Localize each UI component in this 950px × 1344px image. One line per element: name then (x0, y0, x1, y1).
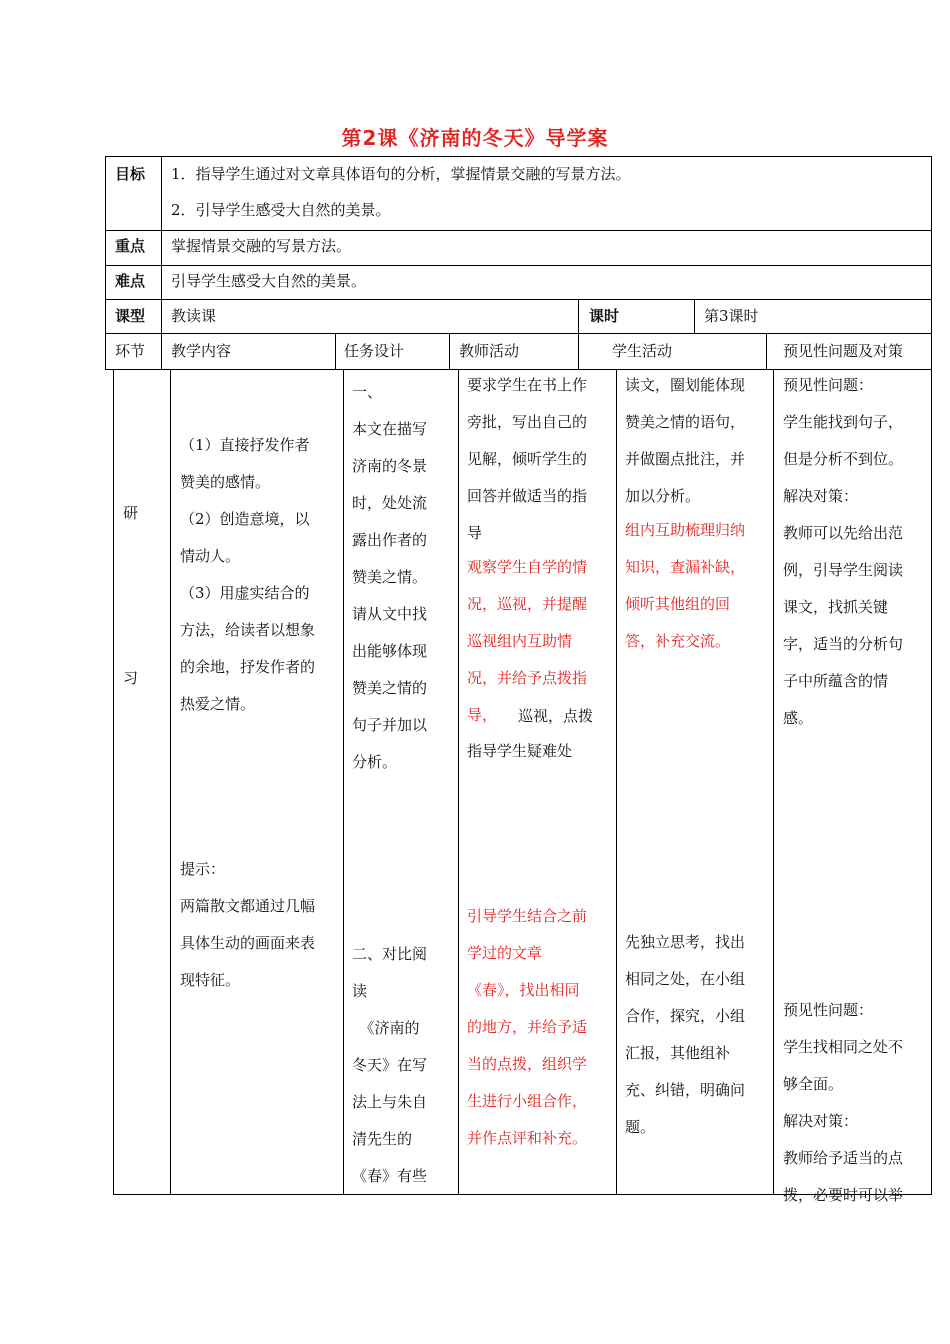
rule (931, 156, 932, 369)
column-header-stage: 环节 (115, 342, 146, 360)
difficulty-text: 引导学生感受大自然的美景。 (171, 272, 367, 290)
rule (161, 156, 162, 369)
goal-label: 目标 (115, 165, 146, 183)
rule (578, 299, 579, 369)
column-header-task: 任务设计 (344, 342, 405, 360)
content-tip: 提示： 两篇散文都通过几幅 具体生动的画面来表 现特征。 (180, 860, 316, 989)
rule (616, 369, 617, 1195)
rule (105, 265, 931, 266)
period-text: 第3课时 (704, 307, 759, 325)
stage-char-2: 习 (123, 669, 139, 687)
rule (105, 230, 931, 231)
rule (105, 156, 931, 157)
teacher-activity-1-highlight: 观察学生自学的情 况，巡视，并提醒 巡视组内互助情 况，并给予点拨指 导， (467, 558, 588, 724)
teacher-activity-1-tail: 巡视，点拨 (503, 707, 594, 725)
column-header-student: 学生活动 (612, 342, 673, 360)
task-part-1: 一、 本文在描写 济南的冬景 时，处处流 露出作者的 赞美之情。 请从文中找 出能够体现 赞美之情的 句子并加以 分析。 (352, 383, 428, 771)
goal-item-1: 1．指导学生通过对文章具体语句的分析，掌握情景交融的写景方法。 (171, 165, 631, 183)
column-header-forecast: 预见性问题及对策 (783, 342, 904, 360)
key-point-text: 掌握情景交融的写景方法。 (171, 237, 352, 255)
difficulty-label: 难点 (115, 272, 146, 290)
rule (458, 369, 459, 1195)
rule (931, 369, 932, 1195)
lesson-type-text: 教读课 (171, 307, 217, 325)
rule (694, 299, 695, 333)
rule (105, 156, 106, 369)
teacher-activity-1-last: 指导学生疑难处 (467, 742, 573, 760)
column-header-content: 教学内容 (171, 342, 232, 360)
column-header-teacher: 教师活动 (459, 342, 520, 360)
student-activity-1-highlight: 组内互助梳理归纳 知识，查漏补缺， 倾听其他组的回 答，补充交流。 (625, 521, 746, 650)
task-part-2: 二、对比阅 读 《济南的 冬天》在写 法上与朱自 清先生的 《春》有些 (352, 945, 428, 1185)
rule (449, 333, 450, 369)
rule (113, 369, 114, 1195)
rule (105, 299, 931, 300)
student-activity-1: 读文，圈划能体现 赞美之情的语句， 并做圈点批注，并 加以分析。 (625, 376, 746, 505)
rule (343, 369, 344, 1195)
document-title: 第2课《济南的冬天》导学案 (341, 126, 609, 150)
key-point-label: 重点 (115, 237, 146, 255)
student-activity-2: 先独立思考，找出 相同之处，在小组 合作，探究，小组 汇报，其他组补 充、纠错，明确问 题。 (625, 933, 746, 1136)
forecast-2: 预见性问题： 学生找相同之处不 够全面。 解决对策： 教师给予适当的点 拨，必要时可以举 (783, 1001, 904, 1204)
rule (170, 369, 171, 1195)
forecast-1: 预见性问题： 学生能找到句子， 但是分析不到位。 解决对策： 教师可以先给出范 例，引导学生阅读 课文，找抓关键 字，适当的分析句 子中所蕴含的情 感。 (783, 376, 904, 727)
teacher-activity-1: 要求学生在书上作 旁批，写出自己的 见解，倾听学生的 回答并做适当的指 导 (467, 376, 588, 542)
teacher-activity-2: 引导学生结合之前 学过的文章 《春》，找出相同 的地方，并给予适 当的点拨，组织学 生进行小组合作， 并作点评和补充。 (467, 907, 588, 1147)
rule (335, 333, 336, 369)
content-points: （1）直接抒发作者 赞美的感情。 （2）创造意境，以 情动人。 （3）用虚实结合的 方法，给读者以想象 的余地，抒发作者的 热爱之情。 (180, 436, 316, 713)
rule (105, 333, 931, 334)
stage-char-1: 研 (123, 504, 139, 522)
rule (766, 333, 767, 369)
goal-item-2: 2．引导学生感受大自然的美景。 (171, 201, 391, 219)
period-label: 课时 (589, 307, 620, 325)
lesson-type-label: 课型 (115, 307, 146, 325)
rule (773, 369, 774, 1195)
